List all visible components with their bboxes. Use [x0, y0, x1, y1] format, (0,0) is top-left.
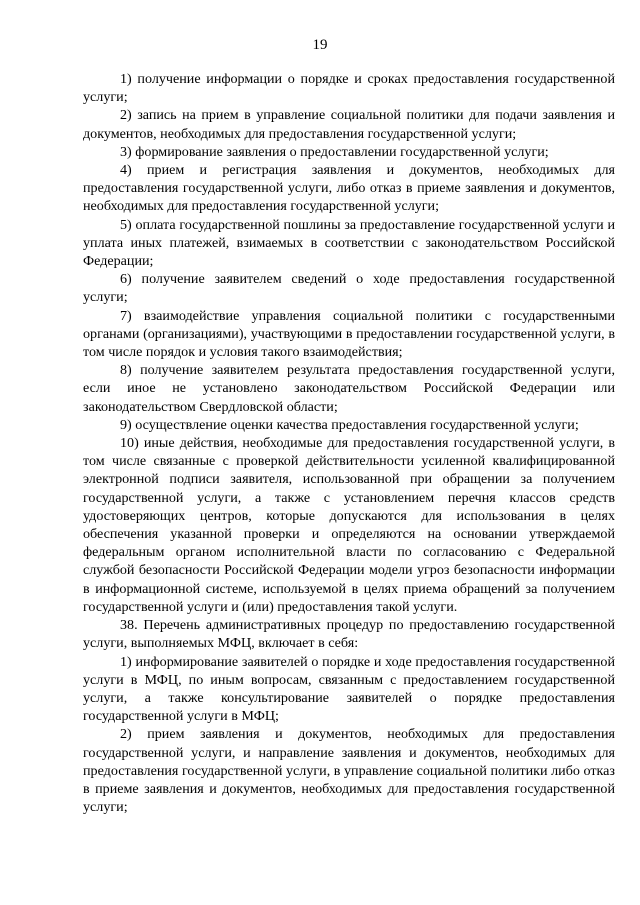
- paragraph-item-7: 7) взаимодействие управления социальной политики с государственными органами (организациями), участвующими в предоставлении государственной услуги, в том числе порядок и условия такого взаимодействия;: [83, 307, 615, 361]
- paragraph-item-8: 8) получение заявителем результата предоставления государственной услуги, если иное не установлено законодательством Российской Федерации или законодательством Свердловской области;: [83, 362, 615, 415]
- paragraph-item-9: 9) осуществление оценки качества предоставления государственной услуги;: [120, 416, 579, 433]
- paragraph-item-2: 2) запись на прием в управление социальной политики для подачи заявления и документов, необходимых для предоставления государственной услуги;: [83, 107, 615, 142]
- paragraph-item-10: 10) иные действия, необходимые для предоставления государственной услуги, в том числе связанные с проверкой действительности усиленной квалифицированной электронной подписи заявителя, использованной при обращении за получением государственной услуги, а также с установлением перечня классов средств удостоверяющих центров, которые допускаются для использования в целях обеспечения указанной проверки и определяются на основании утверждаемой федеральным органом исполнительной власти по согласованию с Федеральной службой безопасности Российской Федерации модели угроз безопасности информации в информационной системе, используемой в целях приема обращений за получением государственной услуги и (или) предоставления такой услуги.: [83, 435, 615, 615]
- paragraph-mfc-item-1: 1) информирование заявителей о порядке и ходе предоставления государственной услуги в МФЦ, по иным вопросам, связанным с предоставлением государственной услуги, а также консультирование заявителей о порядке предоставления государственной услуги в МФЦ;: [83, 653, 615, 725]
- paragraph-item-1: 1) получение информации о порядке и сроках предоставления государственной услуги;: [83, 71, 615, 106]
- paragraph-item-5: 5) оплата государственной пошлины за предоставление государственной услуги и уплата иных платежей, взимаемых в соответствии с законодательством Российской Федерации;: [83, 216, 615, 270]
- paragraph-mfc-item-2: 2) прием заявления и документов, необходимых для предоставления государственной услуги, и направление заявления и документов, необходимых для предоставления государственной услуги, в управление социальной политики либо отказ в приеме заявления и документов, необходимых для предоставления государственной услуги;: [83, 726, 615, 816]
- paragraph-section-38: 38. Перечень административных процедур по предоставлению государственной услуги, выполняемых МФЦ, включает в себя:: [83, 617, 615, 652]
- paragraph-item-6: 6) получение заявителем сведений о ходе предоставления государственной услуги;: [83, 271, 615, 306]
- paragraph-item-4: 4) прием и регистрация заявления и документов, необходимых для предоставления государственной услуги, либо отказ в приеме заявления и документов, необходимых для предоставления государственной услуги;: [83, 162, 615, 215]
- page-number: 19: [312, 37, 328, 53]
- paragraph-item-3: 3) формирование заявления о предоставлении государственной услуги;: [120, 143, 549, 160]
- document-body: [83, 70, 615, 816]
